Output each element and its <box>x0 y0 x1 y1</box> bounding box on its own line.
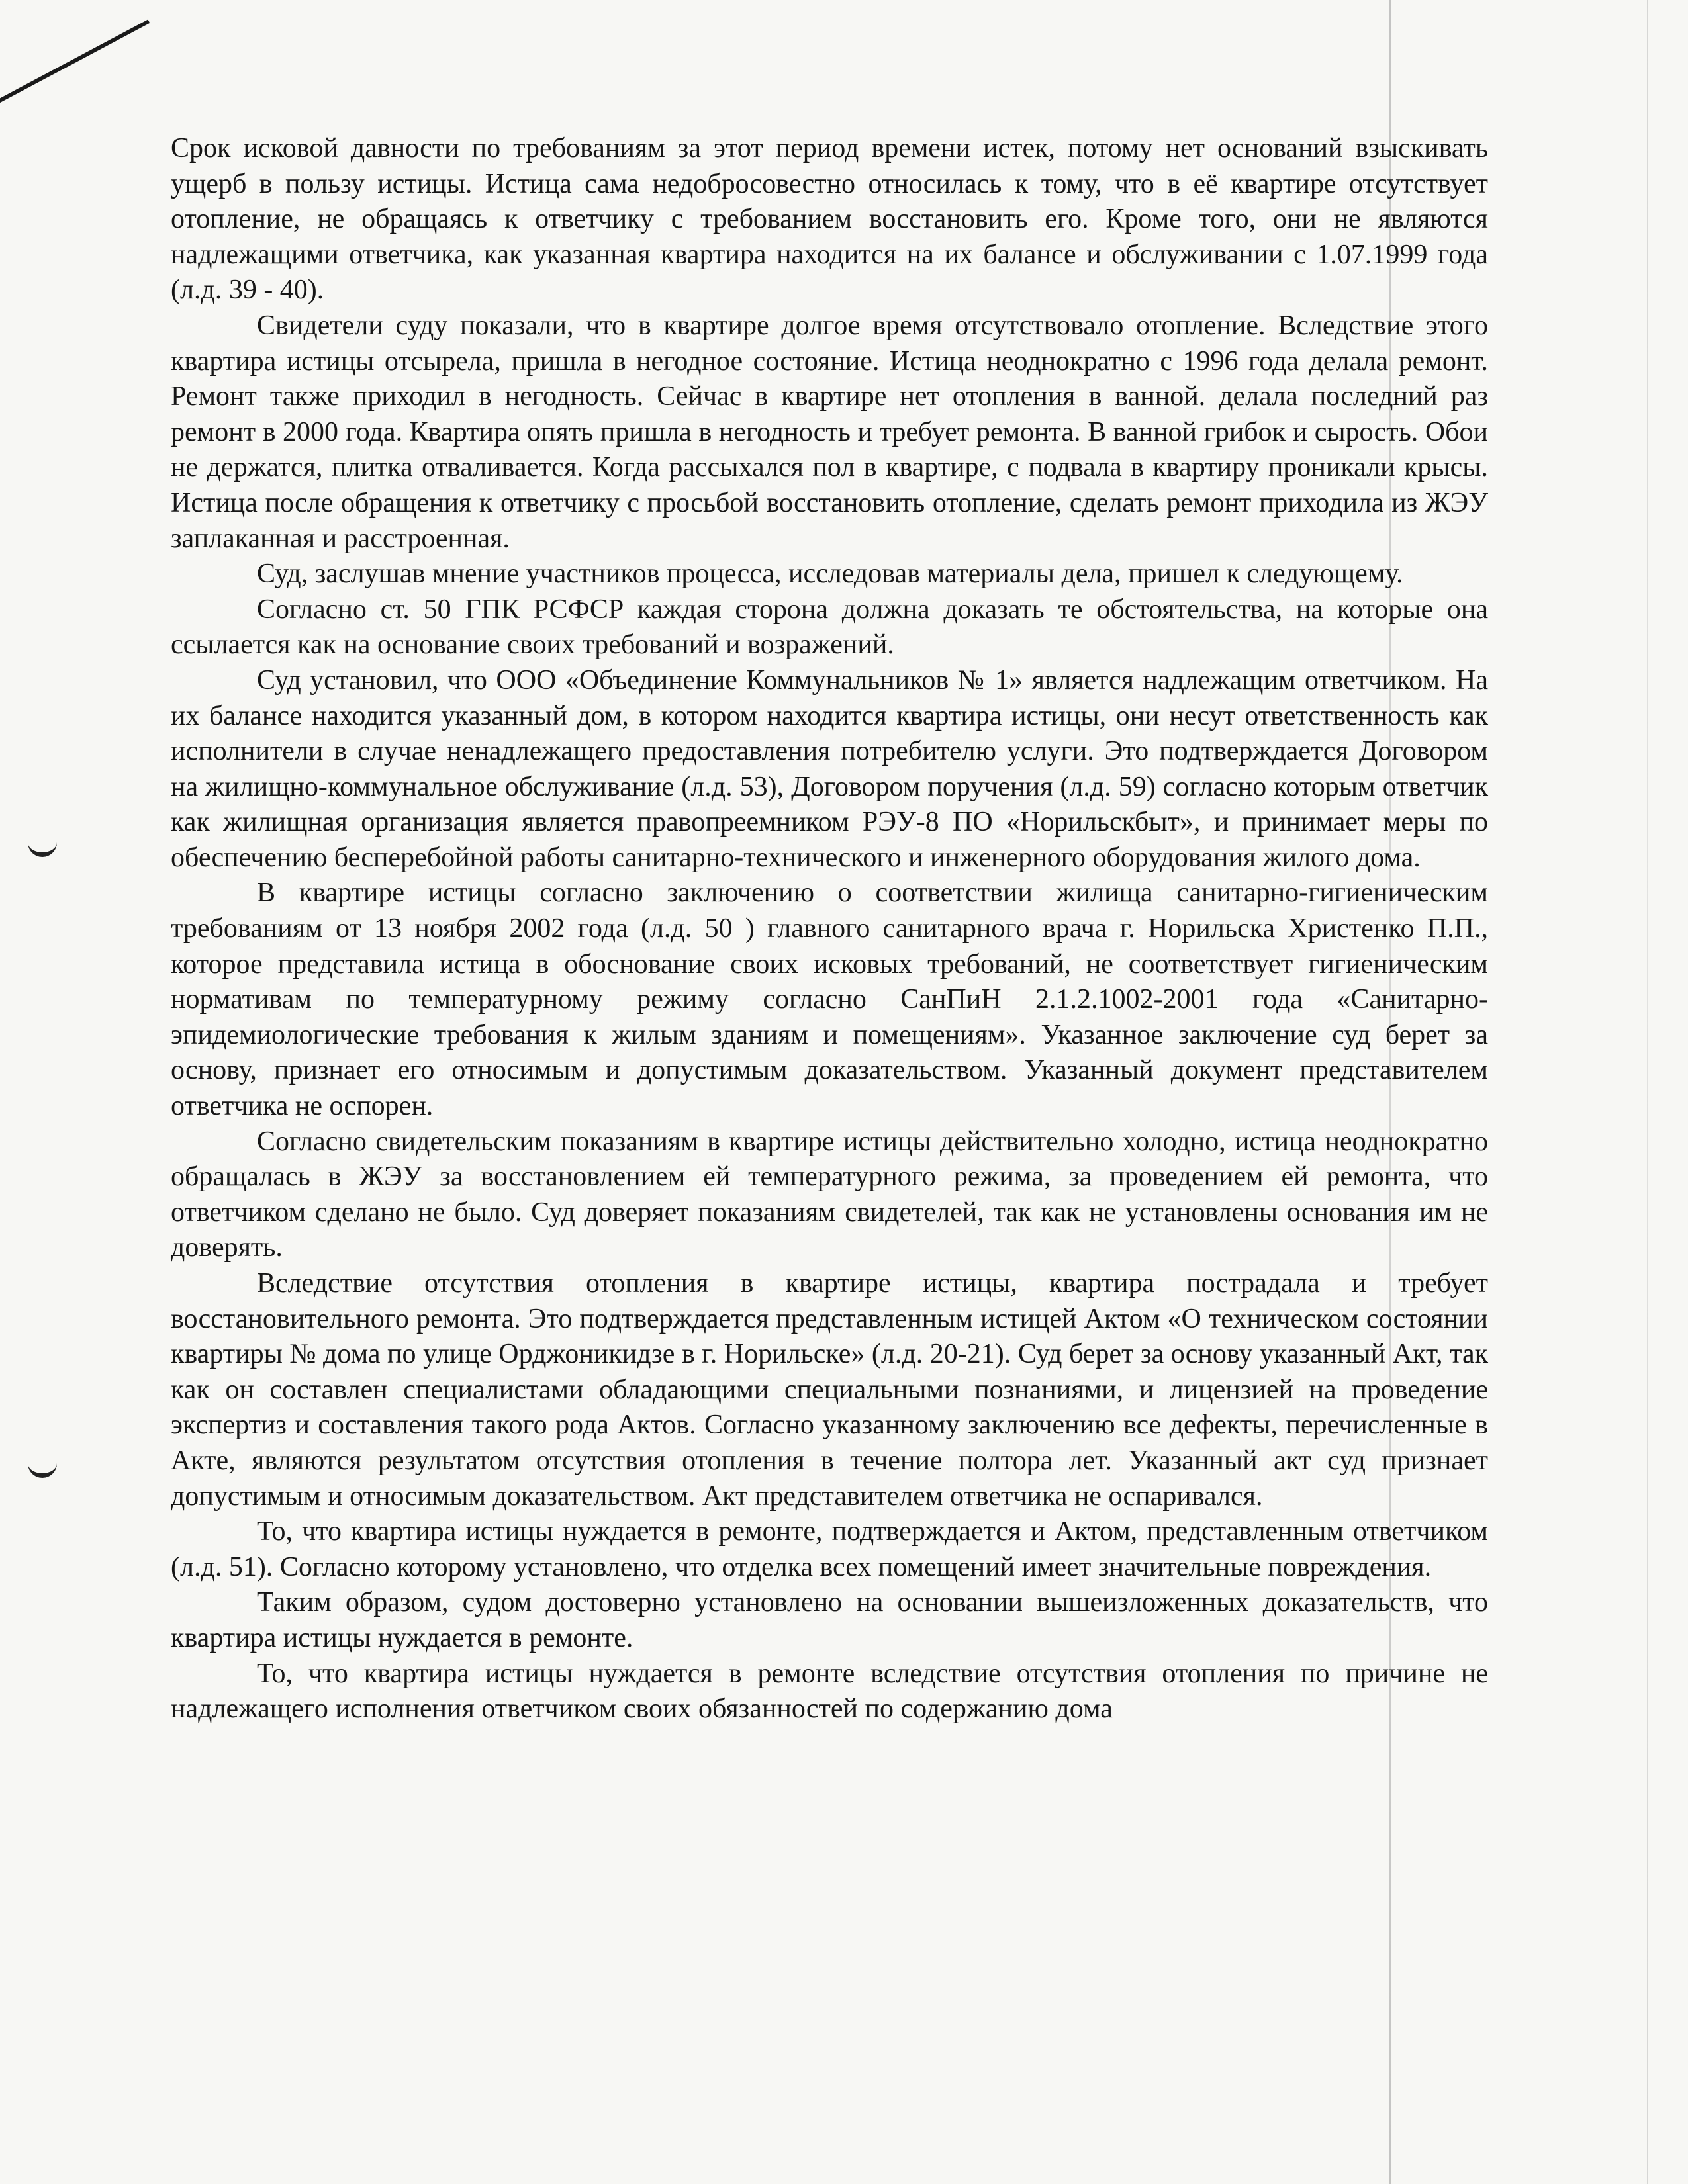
paragraph: Таким образом, судом достоверно установлено на основании вышеизложенных доказательств, что квартира истицы нуждается в ремонте. <box>171 1587 1488 1653</box>
paragraph: То, что квартира истицы нуждается в ремонте вследствие отсутствия отопления по причине не надлежащего исполнения ответчиком своих обязанностей по содержанию дома <box>171 1658 1488 1725</box>
paragraph: Согласно ст. 50 ГПК РСФСР каждая сторона должна доказать те обстоятельства, на которые она ссылается как на основание своих требований и возражений. <box>171 594 1488 660</box>
paragraph: Свидетели суду показали, что в квартире долгое время отсутствовало отопление. Вследствие этого квартира истицы отсырела, пришла в негодное состояние. Истица неоднократно с 1996 года делала ремонт. Ремонт также приходил в негодность. Сейчас в квартире нет отопления в ванной. делала последний раз ремонт в 2000 года. Квартира опять пришла в негодность и требует ремонта. В ванной грибок и сырость. Обои не держатся, плитка отваливается. Когда рассыхался пол в квартире, с подвала в квартиру проникали крысы. Истица после обращения к ответчику с просьбой восстановить отопление, сделать ремонт приходила из ЖЭУ заплаканная и расстроенная. <box>171 310 1488 554</box>
document-body <box>171 131 1488 1727</box>
paragraph: Суд установил, что ООО «Объединение Коммунальников № 1» является надлежащим ответчиком. На их балансе находится указанный дом, в котором находится квартира истицы, они несут ответственность как исполнители в случае ненадлежащего предоставления потребителю услуги. Это подтверждается Договором на жилищно-коммунальное обслуживание (л.д. 53), Договором поручения (л.д. 59) согласно которым ответчик как жилищная организация является правопреемником РЭУ-8 ПО «Норильскбыт», и принимает меры по обеспечению бесперебойной работы санитарно-технического и инженерного оборудования жилого дома. <box>171 664 1488 873</box>
paragraph: Срок исковой давности по требованиям за этот период времени истек, потому нет оснований взыскивать ущерб в пользу истицы. Истица сама недобросовестно относилась к тому, что в её квартире отсутствует отопление, не обращаясь к ответчику с требованием восстановить его. Кроме того, они не являются надлежащими ответчика, как указанная квартира находится на их балансе и обслуживании с 1.07.1999 года (л.д. 39 - 40). <box>171 133 1488 306</box>
punch-hole-mark <box>28 835 57 857</box>
paragraph: Вследствие отсутствия отопления в квартире истицы, квартира пострадала и требует восстановительного ремонта. Это подтверждается представленным истицей Актом «О техническом состоянии квартиры № дома по улице Орджоникидзе в г. Норильске» (л.д. 20-21). Суд берет за основу указанный Акт, так как он составлен специалистами обладающими специальными познаниями, и лицензией на проведение экспертиз и составления такого рода Актов. Согласно указанному заключению все дефекты, перечисленные в Акте, являются результатом отсутствия отопления в течение полтора лет. Указанный акт суд признает допустимым и относимым доказательством. Акт представителем ответчика не оспаривался. <box>171 1268 1488 1512</box>
paragraph: Суд, заслушав мнение участников процесса, исследовав материалы дела, пришел к следующему. <box>257 559 1403 590</box>
scan-corner-mark <box>0 20 150 116</box>
punch-hole-mark <box>28 1456 57 1478</box>
paragraph: Согласно свидетельским показаниям в квартире истицы действительно холодно, истица неоднократно обращалась в ЖЭУ за восстановлением ей температурного режима, за проведением ей ремонта, что ответчиком сделано не было. Суд доверяет показаниям свидетелей, так как не установлены основания им не доверять. <box>171 1126 1488 1263</box>
paragraph: То, что квартира истицы нуждается в ремонте, подтверждается и Актом, представленным ответчиком (л.д. 51). Согласно которому установлено, что отделка всех помещений имеет значительные повреждения. <box>171 1516 1488 1582</box>
fold-line-right <box>1647 0 1648 2184</box>
paragraph: В квартире истицы согласно заключению о соответствии жилища санитарно-гигиеническим требованиям от 13 ноября 2002 года (л.д. 50 ) главного санитарного врача г. Норильска Христенко П.П., которое представила истица в обоснование своих исковых требований, не соответствует гигиеническим нормативам по температурному режиму согласно СанПиН 2.1.2.1002-2001 года «Санитарно-эпидемиологические требования к жилым зданиям и помещениям». Указанное заключение суд берет за основу, признает его относимым и допустимым доказательством. Указанный документ представителем ответчика не оспорен. <box>171 878 1488 1122</box>
